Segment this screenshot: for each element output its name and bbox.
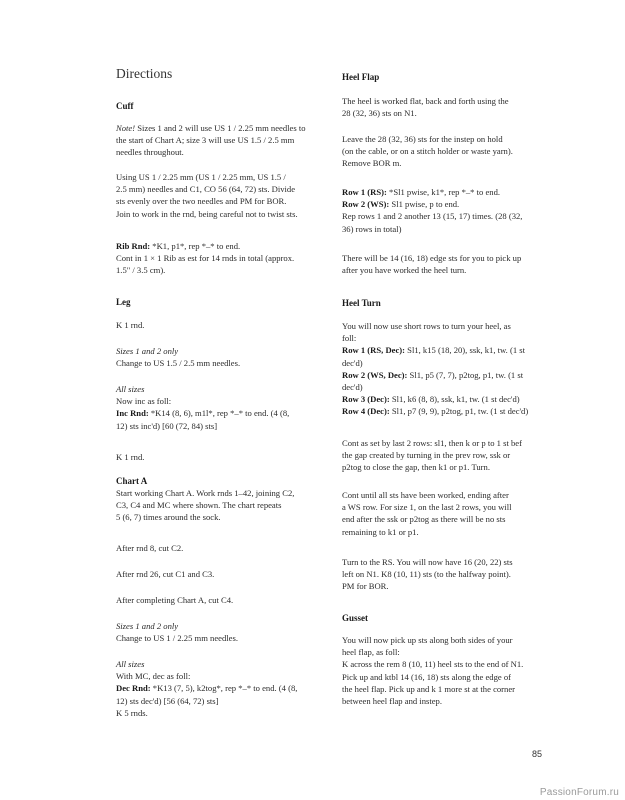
leg-heading: Leg — [116, 297, 131, 307]
after-rnd-8: After rnd 8, cut C2. — [116, 543, 184, 553]
gusset-heading: Gusset — [342, 613, 369, 623]
rib-round: Rib Rnd: *K1, p1*, rep *–* to end. Cont in 1 × 1 Rib as est for 14 rnds in total (approx. 1.5" / 3.5 cm). — [116, 241, 295, 276]
heel-turn-rows: You will now use short rows to turn your heel, as foll: Row 1 (RS, Dec): Sl1, k15 (18, 20), ssk, k1, tw. (1 st dec'd) Row 2 (WS, Dec): Sl1, p5 (7, 7), p2tog, p1, tw. (1 st dec'd) Row 3 (Dec): Sl1, k6 (8, 8), ssk, k1, tw. (1 st dec'd) Row 4 (Dec): Sl1, p7 (9, 9), p2tog, p1, tw. (1 st dec'd) — [342, 321, 529, 417]
page-number: 85 — [532, 749, 543, 759]
heel-flap-heading: Heel Flap — [342, 72, 380, 82]
chart-a-heading: Chart A — [116, 476, 148, 486]
note-lead: Note! — [116, 123, 136, 133]
directions-title: Directions — [116, 66, 173, 81]
after-chart-a: After completing Chart A, cut C4. — [116, 595, 234, 605]
leg-k1: K 1 rnd. — [116, 320, 145, 330]
gusset-text: You will now pick up sts along both sides of your heel flap, as foll: K across the rem 8 (10, 11) heel sts to the end of N1. Pick up and ktbl 14 (16, 18) sts along the edge of the heel flap. Pick up and k 1 more st at the corner between heel flap and instep. — [342, 635, 524, 707]
cont-as-set: Cont as set by last 2 rows: sl1, then k or p to 1 st bef the gap created by turning in the prev row, ssk or p2tog to close the gap, then k1 or p1. Turn. — [342, 438, 522, 473]
decrease-section: All sizes With MC, dec as foll: Dec Rnd: *K13 (7, 5), k2tog*, rep *–* to end. (4 (8, 12) sts dec'd) [56 (64, 72) sts] K 5 rnds. — [116, 659, 298, 718]
cuff-note: Note! Sizes 1 and 2 will use US 1 / 2.25 mm needles to the start of Chart A; size 3 will use US 1.5 / 2.5 mm needles throughout. — [116, 123, 306, 158]
heel-flap-rows: Row 1 (RS): *Sl1 pwise, k1*, rep *–* to end. Row 2 (WS): Sl1 pwise, p to end. Rep rows 1 and 2 another 13 (15, 17) times. (28 (32, 36) rows in total) — [342, 187, 523, 234]
heel-turn-heading: Heel Turn — [342, 298, 381, 308]
cuff-heading: Cuff — [116, 101, 134, 111]
turn-to-rs: Turn to the RS. You will now have 16 (20, 22) sts left on N1. K8 (10, 11) sts (to the halfway point). PM for BOR. — [342, 557, 513, 592]
heel-flap-intro: The heel is worked flat, back and forth using the 28 (32, 36) sts on N1. — [342, 96, 509, 119]
heel-flap-leave: Leave the 28 (32, 36) sts for the instep on hold (on the cable, or on a stitch holder or waste yarn). Remove BOR m. — [342, 134, 513, 169]
cont-until: Cont until all sts have been worked, ending after a WS row. For size 1, on the last 2 rows, you will end after the ssk or p2tog as there will be no sts remaining to k1 or p1. — [342, 490, 512, 537]
chart-a-text: Start working Chart A. Work rnds 1–42, joining C2, C3, C4 and MC where shown. The chart repeats 5 (6, 7) times around the sock. — [116, 488, 295, 523]
after-rnd-26: After rnd 26, cut C1 and C3. — [116, 569, 215, 579]
cuff-cast-on: Using US 1 / 2.25 mm (US 1 / 2.25 mm, US 1.5 / 2.5 mm) needles and C1, CO 56 (64, 72) sts. Divide sts evenly over the two needles and PM for BOR. Join to work in the rnd, being careful not to twist sts. — [116, 172, 298, 219]
increase-section: All sizes Now inc as foll: Inc Rnd: *K14 (8, 6), m1l*, rep *–* to end. (4 (8, 12) sts inc'd) [60 (72, 84) sts] — [116, 384, 290, 431]
sizes-1-2-note-b: Sizes 1 and 2 only Change to US 1 / 2.25 mm needles. — [116, 621, 238, 644]
edge-sts-note: There will be 14 (16, 18) edge sts for you to pick up after you have worked the heel turn. — [342, 253, 522, 276]
sizes-1-2-note-a: Sizes 1 and 2 only Change to US 1.5 / 2.5 mm needles. — [116, 346, 241, 369]
leg-k1b: K 1 rnd. — [116, 452, 145, 462]
watermark: PassionForum.ru — [539, 787, 619, 798]
